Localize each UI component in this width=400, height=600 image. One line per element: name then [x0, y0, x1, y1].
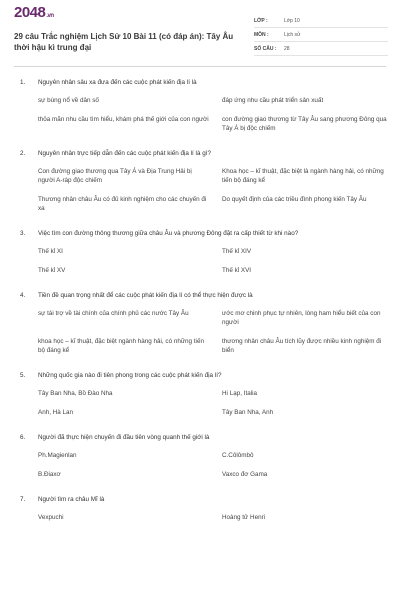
question-text: Nguyên nhân sâu xa đưa đến các cuộc phát kiến địa lí là — [38, 79, 197, 86]
question-number: 7. — [20, 496, 26, 503]
question-number: 2. — [20, 150, 26, 157]
answer-option[interactable]: đáp ứng nhu cầu phát triển sản xuất — [222, 97, 324, 104]
answer-option[interactable]: ước mơ chinh phục tự nhiên, lòng ham hiểu biết của con người — [222, 310, 381, 326]
meta-value: Lớp 10 — [284, 17, 300, 24]
answer-option[interactable]: con đường giao thương từ Tây Âu sang phương Đông qua Tây Á bị độc chiếm — [222, 116, 387, 132]
question-text: Nguyên nhân trực tiếp dẫn đến các cuộc phát kiến địa lí là gì? — [38, 150, 211, 157]
answer-option[interactable]: Do quyết định của các triều đình phong kiến Tây Âu — [222, 196, 367, 203]
answer-option[interactable]: Hoàng tử Henri — [222, 514, 266, 521]
question-item — [20, 78, 392, 133]
answer-option[interactable]: sự tài trợ về tài chính của chính phủ các nước Tây Âu — [38, 310, 189, 317]
site-logo[interactable] — [14, 4, 54, 21]
meta-key: MÔN : — [254, 31, 269, 38]
meta-row-count — [254, 42, 388, 56]
question-text: Việc tìm con đường thông thương giữa châu Âu và phương Đông đặt ra cấp thiết từ khi nào? — [38, 230, 299, 237]
question-number: 3. — [20, 230, 26, 237]
question-item — [20, 291, 392, 355]
question-item — [20, 149, 392, 213]
answer-option[interactable]: Khoa học – kĩ thuật, đặc biệt là ngành hàng hải, có những tiến bộ đáng kể — [222, 168, 384, 184]
answer-options — [20, 513, 392, 522]
answer-option[interactable]: Thế kỉ XVI — [222, 267, 252, 274]
meta-key: SỐ CÂU : — [254, 45, 277, 52]
answer-option[interactable]: sự bùng nổ về dân số — [38, 97, 99, 104]
answer-option[interactable]: Thế kỉ XI — [38, 248, 63, 255]
question-text: Tiền đề quan trọng nhất để các cuộc phát kiến địa lí có thể thực hiện được là — [38, 292, 253, 299]
logo-suffix: .vn — [46, 13, 54, 19]
answer-option[interactable]: Hi Lạp, Italia — [222, 390, 258, 397]
meta-value: Lịch sử — [284, 31, 301, 38]
answer-option[interactable]: Tây Ban Nha, Anh — [222, 409, 274, 416]
answer-option[interactable]: B.Điaxơ — [38, 471, 61, 478]
answer-option[interactable]: Thế kỉ XV — [38, 267, 66, 274]
question-item — [20, 495, 392, 522]
answer-options — [20, 389, 392, 417]
answer-option[interactable]: Vexpuchi — [38, 514, 64, 521]
meta-table — [254, 14, 388, 56]
question-item — [20, 371, 392, 417]
meta-row-grade — [254, 14, 388, 28]
answer-option[interactable]: Vaxco đơ Gama — [222, 471, 268, 478]
answer-option[interactable]: Tây Ban Nha, Bồ Đào Nha — [38, 390, 113, 397]
question-number: 4. — [20, 292, 26, 299]
question-number: 6. — [20, 434, 26, 441]
header-divider — [14, 66, 386, 67]
meta-key: LỚP : — [254, 17, 268, 24]
question-number: 1. — [20, 79, 26, 86]
answer-options — [20, 451, 392, 479]
question-text: Những quốc gia nào đi tiên phong trong các cuộc phát kiến địa lí? — [38, 372, 222, 379]
meta-row-subject — [254, 28, 388, 42]
answer-option[interactable]: Thương nhân châu Âu có đủ kinh nghiệm cho các chuyến đi xa — [38, 196, 207, 212]
page-header — [0, 0, 400, 60]
answer-option[interactable]: thỏa mãn nhu cầu tìm hiểu, khám phá thế giới của con người — [38, 116, 209, 123]
question-list — [20, 78, 392, 538]
page-title: 29 câu Trắc nghiệm Lịch Sử 10 Bài 11 (có đáp án): Tây Âu thời hậu kì trung đại — [14, 32, 234, 52]
question-text: Người tìm ra châu Mĩ là — [38, 496, 105, 503]
answer-options — [20, 96, 392, 133]
answer-options — [20, 247, 392, 275]
answer-option[interactable]: khoa học – kĩ thuật, đặc biệt ngành hàng hải, có những tiến bộ đáng kể — [38, 338, 204, 354]
question-item — [20, 433, 392, 479]
answer-option[interactable]: Thế kỉ XIV — [222, 248, 252, 255]
answer-option[interactable]: C.Côlômbô — [222, 452, 254, 459]
answer-option[interactable]: Con đường giao thương qua Tây Á và Địa Trung Hải bị người A-ráp độc chiếm — [38, 168, 192, 184]
question-text: Người đã thực hiện chuyến đi đầu tiên vòng quanh thế giới là — [38, 434, 210, 441]
question-number: 5. — [20, 372, 26, 379]
question-item — [20, 229, 392, 275]
meta-value: 28 — [284, 45, 290, 52]
answer-option[interactable]: Anh, Hà Lan — [38, 409, 74, 416]
answer-option[interactable]: Ph.Magienlan — [38, 452, 77, 459]
logo-text: 2048 — [14, 4, 46, 21]
answer-options — [20, 167, 392, 213]
answer-option[interactable]: thương nhân châu Âu tích lũy được nhiều kinh nghiệm đi biển — [222, 338, 382, 354]
answer-options — [20, 309, 392, 355]
